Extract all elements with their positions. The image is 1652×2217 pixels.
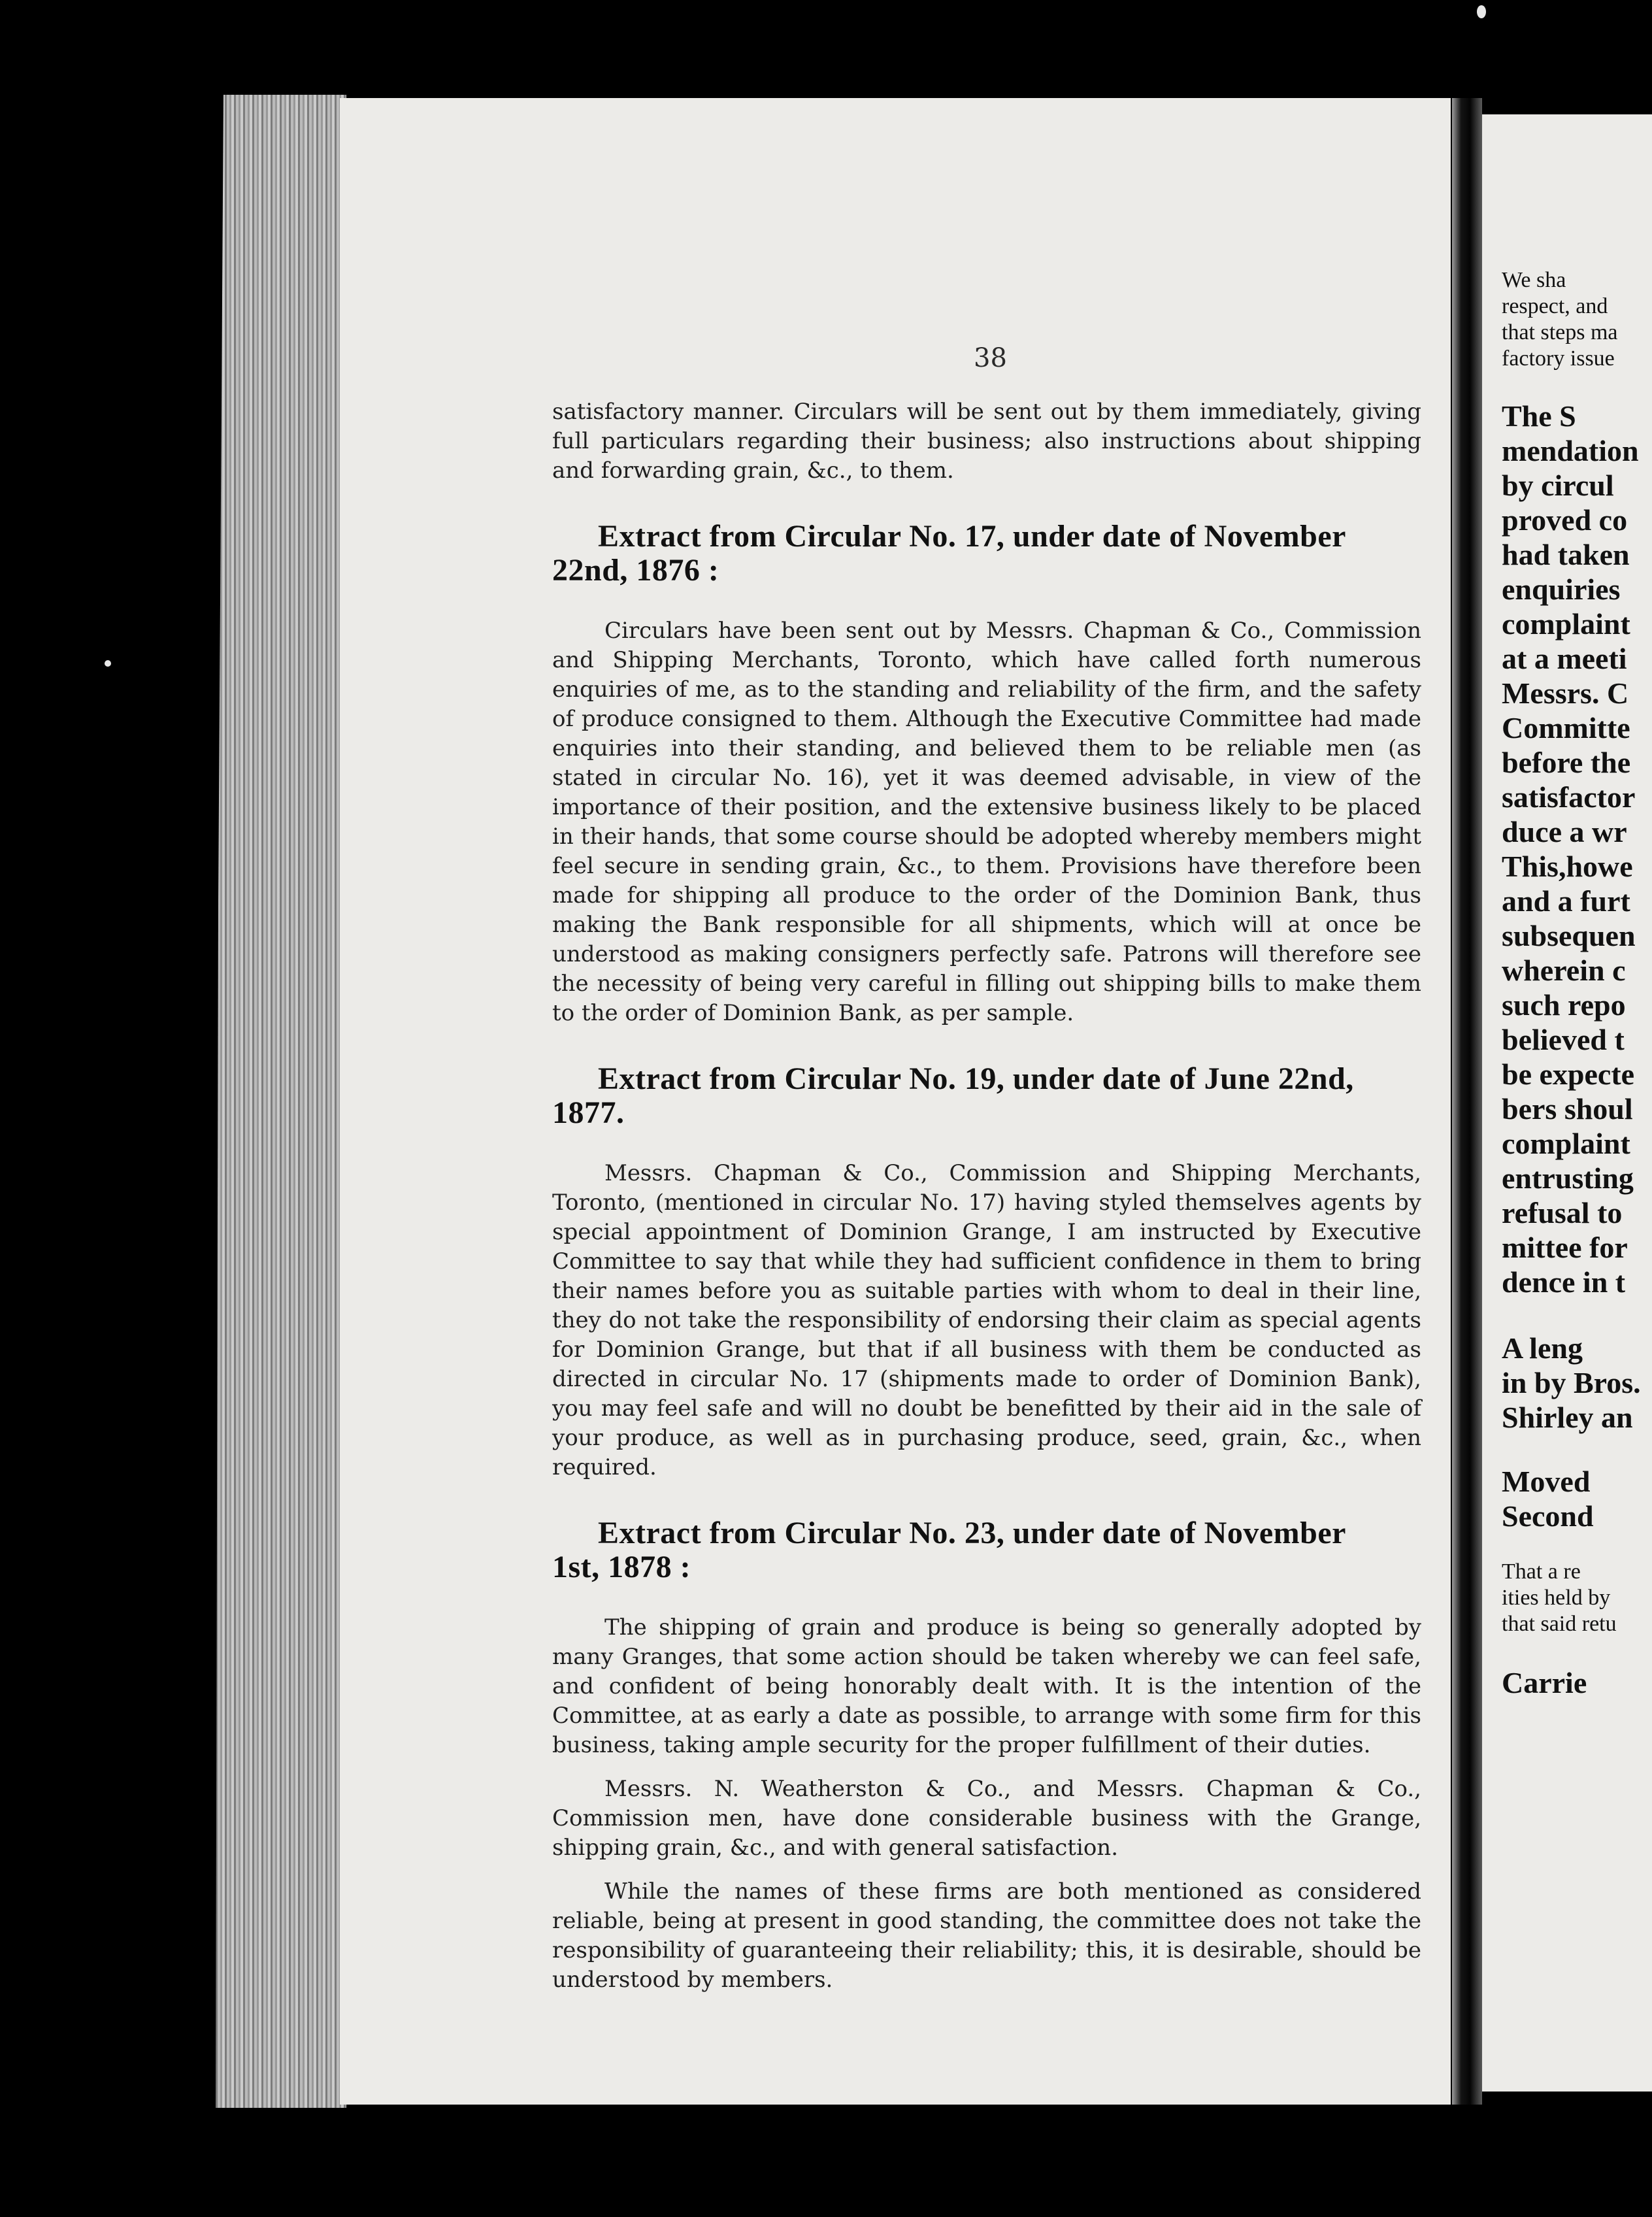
right-page-line: That a re — [1502, 1559, 1581, 1584]
right-page-line: refusal to — [1502, 1196, 1623, 1229]
right-page-line: respect, and — [1502, 294, 1608, 318]
section-paragraph: Messrs. N. Weatherston & Co., and Messrs. Chapman & Co., Commission men, have done considerable business with the Grange, shipping grain, &c., and with general satisfaction. — [552, 1776, 1421, 1861]
page-number: 38 — [974, 343, 1007, 373]
scan-speck — [105, 660, 111, 667]
right-page-line: bers shoul — [1502, 1092, 1633, 1125]
right-page-line: by circul — [1502, 469, 1614, 502]
right-page-line: Shirley an — [1502, 1401, 1633, 1434]
intro-paragraph: satisfactory manner. Circulars will be sent out by them immediately, giving full particulars regarding their business; also instructions about shipping and forwarding grain, &c., to them. — [552, 399, 1421, 484]
right-page-line: ities held by — [1502, 1586, 1611, 1610]
scan-speck — [1477, 5, 1486, 18]
section-circular-19 — [552, 1062, 1421, 1482]
right-page-line: that said retu — [1502, 1612, 1617, 1636]
right-page-line: proved co — [1502, 503, 1628, 537]
page-text — [552, 397, 1421, 1995]
book-page-edges — [216, 95, 346, 2108]
right-page-line: complaint — [1502, 1127, 1630, 1160]
right-page-line: entrusting — [1502, 1161, 1634, 1195]
section-circular-23 — [552, 1516, 1421, 1995]
right-page-line: mendation — [1502, 434, 1639, 467]
section-paragraph: Messrs. Chapman & Co., Commission and Shipping Merchants, Toronto, (mentioned in circular No. 17) having styled themselves agents by special appointment of Dominion Grange, I am instructed by Executive Committee to say that while they had sufficient confidence in them to bring their names before you as suitable parties with whom to deal in their line, they do not take the responsibility of endorsing their claim as special agents for Dominion Grange, but that if all business with them be conducted as directed in circular No. 17 (shipments made to order of Dominion Bank), you may feel safe and will no doubt be benefitted by their aid in the sale of your produce, as well as in purchasing produce, seed, grain, &c., when required. — [552, 1160, 1421, 1480]
right-page-line: believed t — [1502, 1023, 1625, 1056]
right-page-line: subsequen — [1502, 919, 1636, 952]
right-page-line: that steps ma — [1502, 320, 1618, 344]
right-page-line: Moved — [1502, 1465, 1591, 1498]
book-gutter — [1452, 98, 1482, 2105]
right-page-line: complaint — [1502, 607, 1630, 641]
right-page-line: mittee for — [1502, 1231, 1628, 1264]
section-heading: Extract from Circular No. 23, under date of November 1st, 1878 : — [552, 1516, 1346, 1584]
right-page-line: and a furt — [1502, 884, 1630, 918]
right-page-line: duce a wr — [1502, 815, 1627, 848]
right-page-line: had taken — [1502, 538, 1630, 571]
right-page-line: be expecte — [1502, 1058, 1635, 1091]
right-page-line: Second — [1502, 1499, 1594, 1533]
section-paragraph: Circulars have been sent out by Messrs. Chapman & Co., Commission and Shipping Merchants, Toronto, which have called forth numerous enquiries of me, as to the standing and reliability of the firm, and the safety of produce consigned to them. Although the Executive Committee had made enquiries into their standing, and believed them to be reliable men (as stated in circular No. 16), yet it was deemed advisable, in view of the importance of their position, and the extensive business likely to be placed in their hands, that some course should be adopted whereby members might feel secure in sending grain, &c., to them. Provisions have therefore been made for shipping all produce to the order of the Dominion Bank, thus making the Bank responsible for all shipments, which will at once be understood as making consigners perfectly safe. Patrons will therefore see the necessity of being very careful in filling out shipping bills to make them to the order of Dominion Bank, as per sample. — [552, 618, 1421, 1026]
right-page-line: in by Bros. — [1502, 1366, 1641, 1399]
right-page-line: We sha — [1502, 268, 1566, 292]
section-paragraph: The shipping of grain and produce is being so generally adopted by many Granges, that some action should be taken whereby we can feel safe, and confident of being honorably dealt with. It is the intention of the Committee, at as early a date as possible, to arrange with some firm for this business, taking ample security for the proper fulfillment of their duties. — [552, 1614, 1421, 1758]
right-page-line: The S — [1502, 399, 1576, 433]
right-page-line: dence in t — [1502, 1265, 1626, 1299]
right-page-line: Messrs. C — [1502, 676, 1629, 710]
right-page-line: A leng — [1502, 1331, 1583, 1365]
section-paragraph: While the names of these firms are both mentioned as considered reliable, being at present in good standing, the committee does not take the responsibility of guaranteeing their reliability; this, it is desirable, should be understood by members. — [552, 1878, 1421, 1993]
right-page — [1482, 114, 1652, 2092]
right-page-line: at a meeti — [1502, 642, 1627, 675]
section-heading: Extract from Circular No. 19, under date of June 22nd, 1877. — [552, 1061, 1354, 1130]
section-heading: Extract from Circular No. 17, under date of November 22nd, 1876 : — [552, 519, 1346, 588]
right-page-line: Committe — [1502, 711, 1630, 744]
right-page-line: enquiries — [1502, 573, 1621, 606]
right-page-line: before the — [1502, 746, 1631, 779]
section-circular-17 — [552, 520, 1421, 1028]
right-page-line: wherein c — [1502, 954, 1626, 987]
right-page-line: satisfactor — [1502, 780, 1636, 814]
right-page-line: Carrie — [1502, 1666, 1587, 1699]
right-page-line: This,howe — [1502, 850, 1633, 883]
right-page-line: such repo — [1502, 988, 1626, 1022]
right-page-line: factory issue — [1502, 346, 1615, 371]
